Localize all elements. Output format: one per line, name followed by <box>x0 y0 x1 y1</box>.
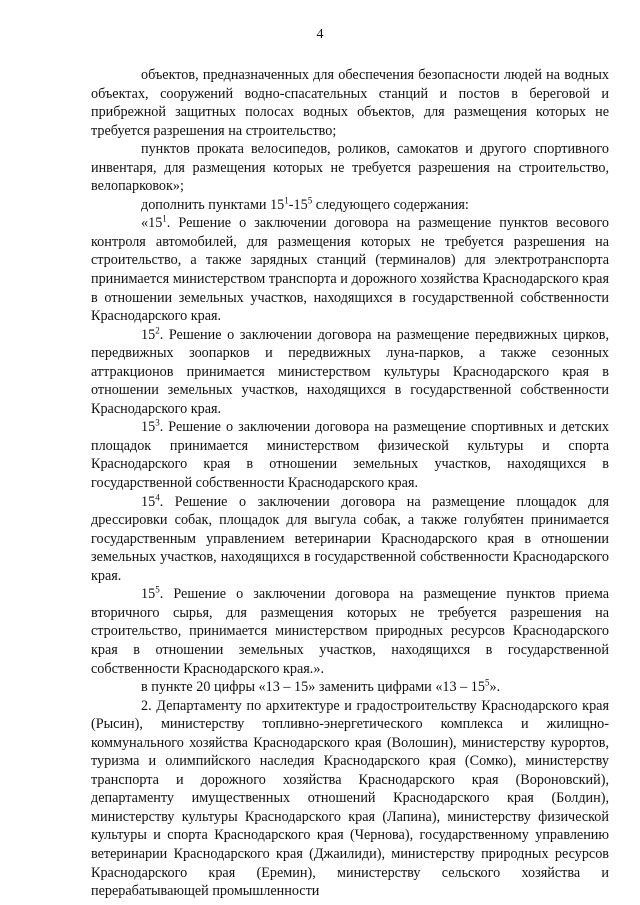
page-number: 4 <box>316 27 324 42</box>
paragraph-text: . Решение о заключении договора на размещение площадок для дрессировки собак, площадок для выгула собак, а также голубятен принимается государственным управлением ветеринарии Краснодарского края в отношении земельных участков, находящихся в государственной собственности Краснодарского края. <box>91 493 609 584</box>
paragraph <box>91 585 609 678</box>
paragraph-text: 15 <box>141 326 156 343</box>
paragraph-text: 15 <box>141 586 156 603</box>
superscript-index: 1 <box>284 195 289 206</box>
paragraph-text: дополнить пунктами 15 <box>141 196 285 213</box>
superscript-index: 1 <box>162 213 167 224</box>
paragraph <box>91 697 609 901</box>
superscript-index: 5 <box>155 584 160 595</box>
paragraph <box>91 140 609 196</box>
document-body <box>91 66 609 901</box>
paragraph <box>91 66 609 140</box>
paragraph <box>91 196 609 215</box>
paragraph-text: . Решение о заключении договора на размещение передвижных цирков, передвижных зоопарков и передвижных луна-парков, а также сезонных аттракционов принимается министерством культуры Краснодарского края в отношении земельных участков, находящихся в государственной собственности Краснодарского края. <box>91 326 609 417</box>
paragraph <box>91 418 609 492</box>
superscript-index: 3 <box>155 417 160 428</box>
paragraph-text: 2. Департаменту по архитектуре и градостроительству Краснодарского края (Рысин), министерству топливно-энергетического комплекса и жилищно-коммунального хозяйства Краснодарского края (Волошин), министерству курортов, туризма и олимпийского наследия Краснодарского края (Сомко), министерству транспорта и дорожного хозяйства Краснодарского края (Вороновский), департаменту имущественных отношений Краснодарского края (Болдин), министерству культуры Краснодарского края (Лапина), министерству физической культуры и спорта Краснодарского края (Чернова), государственному управлению ветеринарии Краснодарского края (Джаилиди), министерству природных ресурсов Краснодарского края (Еремин), министерству сельского хозяйства и перерабатывающей промышленности <box>91 697 609 900</box>
paragraph <box>91 326 609 419</box>
paragraph-text: 15 <box>141 419 156 436</box>
paragraph <box>91 493 609 586</box>
paragraph-text: в пункте 20 цифры «13 – 15» заменить цифрами «13 – 15 <box>141 679 485 696</box>
superscript-index: 5 <box>307 195 313 206</box>
paragraph-text: «15 <box>141 215 163 232</box>
paragraph <box>91 214 609 325</box>
paragraph-text: следующего содержания: <box>312 196 469 213</box>
paragraph-text: ». <box>489 679 501 696</box>
paragraph-text: . Решение о заключении договора на размещение пунктов весового контроля автомобилей, для размещения которых не требуется разрешения на строительство, а также зарядных станций (терминалов) для электротранспорта принимается министерством транспорта и дорожного хозяйства Краснодарского края в отношении земельных участков, находящихся в государственной собственности Краснодарского края. <box>91 215 609 325</box>
superscript-index: 5 <box>484 677 490 688</box>
superscript-index: 2 <box>155 324 160 335</box>
paragraph-text: . Решение о заключении договора на размещение пунктов приема вторичного сырья, для размещения которых не требуется разрешения на строительство, принимается министерством природных ресурсов Краснодарского края в отношении земельных участков, находящихся в государственной собственности Краснодарского края.». <box>91 586 609 677</box>
paragraph-text: 15 <box>141 493 156 510</box>
paragraph-text: . Решение о заключении договора на размещение спортивных и детских площадок принимается министерством физической культуры и спорта Краснодарского края в отношении земельных участков, находящихся в государственной собственности Краснодарского края. <box>91 419 609 492</box>
paragraph-text: пунктов проката велосипедов, роликов, самокатов и другого спортивного инвентаря, для размещения которых не требуется разрешения на строительство, велопарковок»; <box>91 141 609 195</box>
paragraph-text: объектов, предназначенных для обеспечения безопасности людей на водных объектах, сооружений водно-спасательных станций и постов в береговой и прибрежной защитных полосах водных объектов, для размещения которых не требуется разрешения на строительство; <box>91 67 609 139</box>
paragraph <box>91 678 609 697</box>
paragraph-text: -15 <box>288 196 308 213</box>
superscript-index: 4 <box>155 491 160 502</box>
